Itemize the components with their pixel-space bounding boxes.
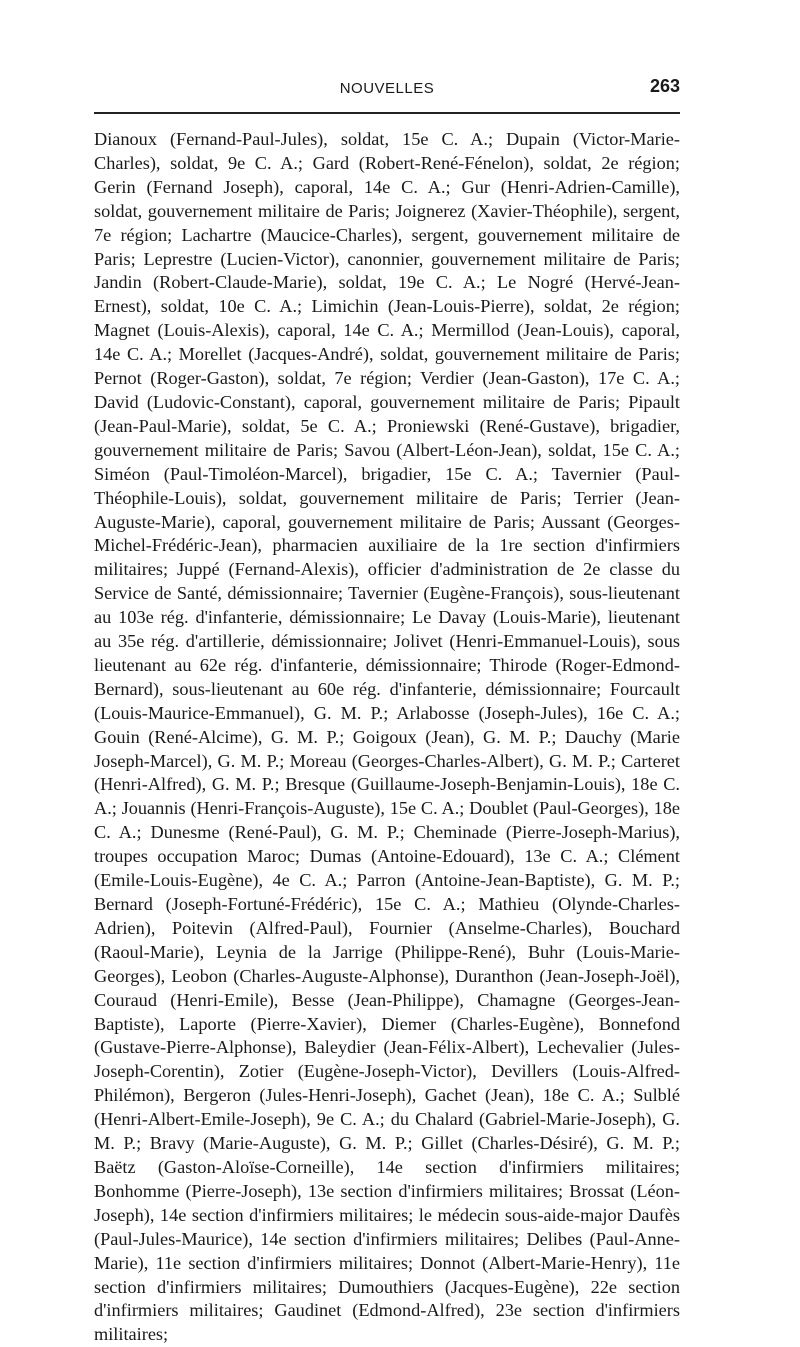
- body-paragraph: Dianoux (Fernand-Paul-Jules), soldat, 15e C. A.; Dupain (Victor-Marie-Charles), soldat, 9e C. A.; Gard (Robert-René-Fénelon), soldat, 2e région; Gerin (Fernand Joseph), caporal, 14e C. A.; Gur (Henri-Adrien-Camille), soldat, gouvernement militaire de Paris; Joignerez (Xavier-Théophile), sergent, 7e région; Lachartre (Maucice-Charles), sergent, gouvernement militaire de Paris; Leprestre (Lucien-Victor), canonnier, gouvernement militaire de Paris; Jandin (Robert-Claude-Marie), soldat, 19e C. A.; Le Nogré (Hervé-Jean-Ernest), soldat, 10e C. A.; Limichin (Jean-Louis-Pierre), soldat, 2e région; Magnet (Louis-Alexis), caporal, 14e C. A.; Mermillod (Jean-Louis), caporal, 14e C. A.; Morellet (Jacques-André), soldat, gouvernement militaire de Paris; Pernot (Roger-Gaston), soldat, 7e région; Verdier (Jean-Gaston), 17e C. A.; David (Ludovic-Constant), caporal, gouvernement militaire de Paris; Pipault (Jean-Paul-Marie), soldat, 5e C. A.; Proniewski (René-Gustave), brigadier, gouvernement militaire de Paris; Savou (Albert-Léon-Jean), soldat, 15e C. A.; Siméon (Paul-Timoléon-Marcel), brigadier, 15e C. A.; Tavernier (Paul-Théophile-Louis), soldat, gouvernement militaire de Paris; Terrier (Jean-Auguste-Marie), caporal, gouvernement militaire de Paris; Aussant (Georges-Michel-Frédéric-Jean), pharmacien auxiliaire de la 1re section d'infirmiers militaires; Juppé (Fernand-Alexis), officier d'administration de 2e classe du Service de Santé, démissionnaire; Tavernier (Eugène-François), sous-lieutenant au 103e rég. d'infanterie, démissionnaire; Le Davay (Louis-Marie), lieutenant au 35e rég. d'artillerie, démissionnaire; Jolivet (Henri-Emmanuel-Louis), sous lieutenant au 62e rég. d'infanterie, démissionnaire; Thirode (Roger-Edmond-Bernard), sous-lieutenant au 60e rég. d'infanterie, démissionnaire; Fourcault (Louis-Maurice-Emmanuel), G. M. P.; Arlabosse (Joseph-Jules), 16e C. A.; Gouin (René-Alcime), G. M. P.; Goigoux (Jean), G. M. P.; Dauchy (Marie Joseph-Marcel), G. M. P.; Moreau (Georges-Charles-Albert), G. M. P.; Carteret (Henri-Alfred), G. M. P.; Bresque (Guillaume-Joseph-Benjamin-Louis), 18e C. A.; Jouannis (Henri-François-Auguste), 15e C. A.; Doublet (Paul-Georges), 18e C. A.; Dunesme (René-Paul), G. M. P.; Cheminade (Pierre-Joseph-Marius), troupes occupation Maroc; Dumas (Antoine-Edouard), 13e C. A.; Clément (Emile-Louis-Eugène), 4e C. A.; Parron (Antoine-Jean-Baptiste), G. M. P.; Bernard (Joseph-Fortuné-Frédéric), 15e C. A.; Mathieu (Olynde-Charles-Adrien), Poitevin (Alfred-Paul), Fournier (Anselme-Charles), Bouchard (Raoul-Marie), Leynia de la Jarrige (Philippe-René), Buhr (Louis-Marie-Georges), Leobon (Charles-Auguste-Alphonse), Duranthon (Jean-Joseph-Joël), Couraud (Henri-Emile), Besse (Jean-Philippe), Chamagne (Georges-Jean-Baptiste), Laporte (Pierre-Xavier), Diemer (Charles-Eugène), Bonnefond (Gustave-Pierre-Alphonse), Baleydier (Jean-Félix-Albert), Lechevalier (Jules-Joseph-Corentin), Zotier (Eugène-Joseph-Victor), Devillers (Louis-Alfred-Philémon), Bergeron (Jules-Henri-Joseph), Gachet (Jean), 18e C. A.; Sulblé (Henri-Albert-Emile-Joseph), 9e C. A.; du Chalard (Gabriel-Marie-Joseph), G. M. P.; Bravy (Marie-Auguste), G. M. P.; Gillet (Charles-Désiré), G. M. P.; Baëtz (Gaston-Aloïse-Corneille), 14e section d'infirmiers militaires; Bonhomme (Pierre-Joseph), 13e section d'infirmiers militaires; Brossat (Léon-Joseph), 14e section d'infirmiers militaires; le médecin sous-aide-major Daufès (Paul-Jules-Maurice), 14e section d'infirmiers militaires; Delibes (Paul-Anne-Marie), 11e section d'infirmiers militaires; Donnot (Albert-Marie-Henry), 11e section d'infirmiers militaires; Dumouthiers (Jacques-Eugène), 22e section d'infirmiers militaires; Gaudinet (Edmond-Alfred), 23e section d'infirmiers militaires;: [94, 129, 680, 1345]
- page-header: [94, 76, 680, 106]
- running-head: NOUVELLES: [339, 80, 435, 97]
- header-rule: [94, 112, 680, 114]
- page-number: 263: [649, 76, 680, 96]
